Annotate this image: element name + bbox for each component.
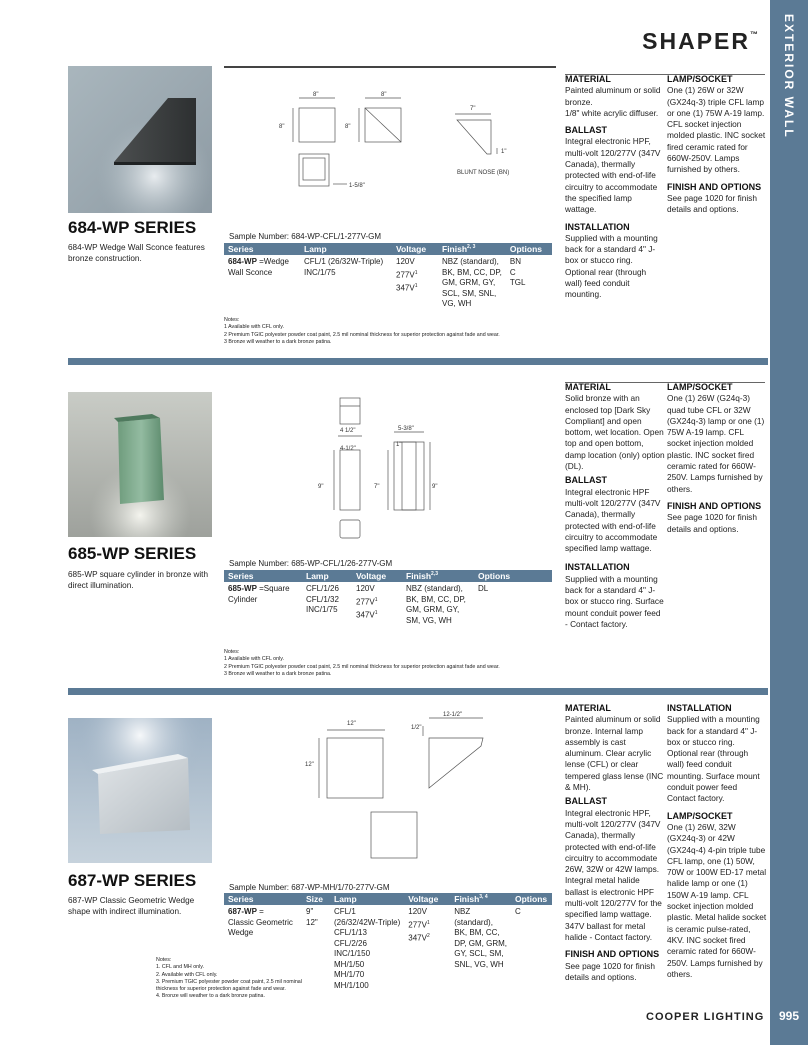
footer-brand: COOPER LIGHTING <box>646 1011 765 1023</box>
series-desc-684: 684-WP Wedge Wall Sconce features bronze construction. <box>68 243 205 263</box>
finish-item: GM, GRM, GY, <box>406 605 460 614</box>
lamp-socket-heading: LAMP/SOCKET <box>667 810 733 821</box>
page-number: 995 <box>778 1009 800 1023</box>
voltage-sup: 1 <box>374 609 378 616</box>
cell-voltage <box>404 905 450 991</box>
note-line: Notes: <box>156 957 172 963</box>
finish-item: NBZ (standard), <box>406 584 463 593</box>
material-heading: MATERIAL <box>565 382 611 392</box>
lamp-item: CFL/2/26 <box>334 938 367 948</box>
sample-number-685: Sample Number: 685-WP-CFL/1/26-277V-GM <box>229 559 393 568</box>
voltage-item: 277V <box>408 920 427 930</box>
dim-684-depth: 7" <box>470 106 476 112</box>
lamp-socket-text: One (1) 26W (G24q-3) quad tube CFL or 32W (GX24q-3) lamp or one (1) 75W A-19 lamp. CFL socket injection molded plastic. INC socket fired ceramic rated for 660W-250V. Lamps furnished by others. <box>667 393 765 494</box>
dimension-drawing-684 <box>275 88 525 198</box>
dim-687-depth: 12-1/2" <box>443 712 463 718</box>
dim-685-h2: 7" <box>374 484 380 490</box>
dim-684-base: 1-5/8" <box>349 183 365 189</box>
trademark: ™ <box>750 30 760 39</box>
voltage-item: 120V <box>408 907 427 916</box>
series-desc-687: 687-WP Classic Geometric Wedge shape with indirect illumination. <box>68 896 195 916</box>
dim-685-depth2: 1" <box>396 442 402 448</box>
sample-number-687: Sample Number: 687-WP-MH/1/70-277V-GM <box>229 883 390 892</box>
lamp-item: INC/1/75 <box>304 267 336 277</box>
dim-684-nose: 1" <box>501 149 507 155</box>
ballast-text: Integral electronic HPF multi-volt 120/277V (347V Canada), thermally protected with end-of-life circuitry to accommodate specified lamp wattage. <box>565 486 661 554</box>
lamp-item: INC/1/75 <box>306 605 338 614</box>
lamp-item: (26/32/42W-Triple) <box>334 917 401 927</box>
col-finish <box>450 893 511 905</box>
col-series: Series <box>224 243 300 255</box>
dim-687-nose: 1/2" <box>411 725 422 731</box>
series-title-684: 684-WP SERIES <box>68 218 197 237</box>
col-finish-label: Finish <box>454 894 480 904</box>
voltage-item: 347V <box>396 283 415 293</box>
sample-number-684: Sample Number: 684-WP-CFL/1-277V-GM <box>229 232 382 241</box>
spec-header-685 <box>224 570 552 582</box>
series-name-line: Wedge <box>228 928 254 937</box>
dimension-drawing-685 <box>310 392 460 542</box>
spec-table-684 <box>224 243 552 310</box>
finish-item: SM, VG, WH <box>406 615 452 625</box>
material-line: Painted aluminum or solid bronze. <box>565 85 661 107</box>
spec-left-684 <box>565 74 665 304</box>
series-name-line2: Cylinder <box>228 594 258 604</box>
finish-item: BK, BM, CC, DP, <box>406 594 466 604</box>
spec-header-687 <box>224 893 552 905</box>
ballast-text: Integral electronic HPF, multi-volt 120/277V (347V Canada), thermally protected with end-of-life circuitry to accommodate the specified lamp wattage. <box>565 136 661 215</box>
note-line: Notes: <box>224 649 240 655</box>
series-code: 685-WP <box>228 584 257 593</box>
material-line: 1/8" white acrylic diffuser. <box>565 107 659 118</box>
col-lamp: Lamp <box>302 570 352 582</box>
cell-finish <box>450 905 511 991</box>
dim-685-h3: 9" <box>432 484 438 490</box>
label-blunt-nose: BLUNT NOSE (BN) <box>457 170 510 176</box>
ballast-heading: BALLAST <box>565 796 607 807</box>
option-item: TGL <box>509 278 526 287</box>
finish-options-heading: FINISH AND OPTIONS <box>667 181 762 192</box>
lamp-item: CFL/1/13 <box>334 928 367 937</box>
finish-item: DP, GM, GRM, <box>454 938 507 948</box>
ballast-text: Integral electronic HPF, multi-volt 120/277V (347V Canada), thermally protected with end-of-life circuitry to accommodate 26W, 32W or 42W lamps. Integral metal halide ballast is electronic HPF multi-volt 120/277V for the specified lamp wattage. 347V ballast for metal halide - Contact factory. <box>565 807 662 942</box>
dim-685-depth: 5-3/8" <box>398 426 414 432</box>
note-line: 3. Premium TGIC polyester powder coat paint, 2.5 mil nominal <box>156 978 302 985</box>
brand-title <box>642 28 760 55</box>
product-photo-684 <box>68 66 212 213</box>
dim-685-width: 4 1/2" <box>340 428 356 434</box>
notes-687 <box>156 957 302 1001</box>
note-line: 3 Bronze will weather to a dark bronze patina. <box>224 338 332 345</box>
product-photo-685 <box>68 392 212 537</box>
note-line: 3 Bronze will weather to a dark bronze patina. <box>224 670 332 677</box>
note-line: 1 Available with CFL only. <box>224 324 284 331</box>
note-line: 1. CFL and MH only. <box>156 964 204 971</box>
size-item: 9" <box>306 907 314 916</box>
col-finish-label: Finish <box>406 571 432 581</box>
lamp-item: CFL/1/26 <box>306 584 339 593</box>
spec-right-685 <box>667 382 767 538</box>
col-finish-label: Finish <box>442 244 468 254</box>
note-line: 2 Premium TGIC polyester powder coat paint, 2.5 mil nominal thickness for superior protection against fade and wear. <box>224 663 500 670</box>
side-bar <box>770 0 808 1045</box>
lamp-item: CFL/1 <box>334 907 356 916</box>
finish-options-text: See page 1020 for finish details and options. <box>565 960 655 982</box>
col-voltage: Voltage <box>392 243 438 255</box>
col-finish-sup: 2,3 <box>431 571 438 578</box>
material-text: Solid bronze with an enclosed top [Dark Sky Compliant] and open bottom, wet location. Open top and open bottom, damp location (only) option (DL). <box>565 393 665 472</box>
voltage-item: 277V <box>356 597 375 607</box>
finish-item: GM, GRM, GY, <box>442 278 496 287</box>
dim-684-w2: 8" <box>381 92 387 98</box>
col-finish-sup: 2, 3 <box>467 244 476 251</box>
finish-item: (standard), <box>454 917 493 927</box>
spec-right-687 <box>667 703 767 983</box>
finish-options-heading: FINISH AND OPTIONS <box>667 500 762 511</box>
cell-finish <box>438 255 506 310</box>
cell-voltage <box>392 255 438 310</box>
voltage-item: 347V <box>408 933 427 943</box>
finish-item: NBZ <box>454 907 471 916</box>
dim-685-width2: 4-1/2" <box>340 446 356 452</box>
option-item: BN <box>509 257 521 266</box>
finish-item: BK, BM, CC, <box>454 928 500 937</box>
voltage-sup: 1 <box>414 269 418 276</box>
option-item: C <box>515 907 521 916</box>
lamp-socket-heading: LAMP/SOCKET <box>667 74 733 84</box>
voltage-item: 120V <box>396 257 415 266</box>
lamp-item: CFL/1 (26/32W-Triple) <box>304 257 384 266</box>
table-row <box>224 255 552 310</box>
lamp-socket-text: One (1) 26W or 32W (GX24q-3) triple CFL lamp or one (1) 75W A-19 lamp. CFL socket injection molded plastic. INC socket fired ceramic rated for 660W-250V. Lamps furnished by others. <box>667 85 766 175</box>
finish-item: GY, SCL, SM, <box>454 949 504 958</box>
installation-heading: INSTALLATION <box>565 221 630 232</box>
spec-header-684 <box>224 243 552 255</box>
dim-684-h1: 8" <box>279 124 285 130</box>
col-options: Options <box>511 893 552 905</box>
series-desc-685: 685-WP square cylinder in bronze with direct illumination. <box>68 570 209 590</box>
voltage-sup: 1 <box>426 919 430 926</box>
material-heading: MATERIAL <box>565 74 611 84</box>
lamp-item: MH/1/70 <box>334 970 365 979</box>
cell-lamp <box>300 255 392 310</box>
note-line: Notes: <box>224 317 240 323</box>
spec-right-684 <box>667 74 767 219</box>
photo-684-illustration <box>68 66 212 213</box>
col-finish <box>438 243 506 255</box>
col-options: Options <box>474 570 552 582</box>
series-code: 684-WP <box>228 257 257 266</box>
product-photo-687 <box>68 718 212 863</box>
cell-options <box>506 255 552 310</box>
option-item: C <box>509 267 516 277</box>
dimension-drawing-687 <box>305 708 495 868</box>
material-text <box>565 85 665 119</box>
cell-series <box>224 582 302 626</box>
col-lamp: Lamp <box>300 243 392 255</box>
finish-options-text: See page 1020 for finish details and options. <box>667 192 757 215</box>
size-item: 12" <box>306 917 318 927</box>
section-tab <box>770 0 808 160</box>
col-finish-sup: 3, 4 <box>479 894 488 901</box>
series-title-687: 687-WP SERIES <box>68 871 197 890</box>
col-finish <box>402 570 474 582</box>
cell-voltage <box>352 582 402 626</box>
series-code: 687-WP <box>228 907 257 916</box>
lamp-item: CFL/1/32 <box>306 594 339 604</box>
lamp-socket-text: One (1) 26W, 32W (GX24q-3) or 42W (GX24q-4) 4-pin triple tube CFL lamp, one (1) 50W, 70W or 100W ED-17 metal halide lamp or one (1) 150W A-19 lamp. CFL socket injection molded plastic. Metal halide socket is ceramic pulse-rated, 4KV. INC socket fired ceramic rated for 660W-250V. Lamps furnished by others. <box>667 821 767 979</box>
note-line: 1 Available with CFL only. <box>224 656 284 663</box>
notes-685 <box>224 649 500 678</box>
series-name: = <box>256 907 264 916</box>
note-line: thickness for superior protection against fade and wear. <box>156 986 286 993</box>
col-options: Options <box>506 243 552 255</box>
ballast-heading: BALLAST <box>565 125 607 136</box>
top-rule-684 <box>224 66 556 68</box>
voltage-item: 277V <box>396 270 415 280</box>
notes-684 <box>224 317 500 346</box>
installation-text: Supplied with a mounting back for a standard 4" J-box or stucco ring. Surface mount conduit power feed - Contact factory. <box>565 573 664 629</box>
finish-item: BK, BM, CC, DP, <box>442 267 502 277</box>
section-separator <box>68 688 768 695</box>
note-line: 2. Available with CFL only. <box>156 971 218 978</box>
col-lamp: Lamp <box>330 893 404 905</box>
finish-item: NBZ (standard), <box>442 257 499 266</box>
cell-lamp <box>302 582 352 626</box>
cell-series <box>224 255 300 310</box>
cell-options <box>474 582 552 626</box>
col-size: Size <box>302 893 330 905</box>
voltage-sup: 2 <box>426 932 430 939</box>
installation-text: Supplied with a mounting back for a standard 4" J-box or stucco ring. Optional rear (through wall) feed conduit mounting. Surface mount conduit power feed Contact factory. <box>667 714 760 804</box>
series-name: =Square <box>256 584 290 593</box>
cell-finish <box>402 582 474 626</box>
note-line: 2 Premium TGIC polyester powder coat paint, 2.5 mil nominal thickness for superior protection against fade and wear. <box>224 331 500 338</box>
finish-options-text: See page 1020 for finish details and options. <box>667 512 757 534</box>
material-heading: MATERIAL <box>565 703 611 713</box>
lamp-socket-heading: LAMP/SOCKET <box>667 382 733 392</box>
dim-684-h2: 8" <box>345 124 351 130</box>
col-series: Series <box>224 570 302 582</box>
voltage-sup: 1 <box>414 282 418 289</box>
section-separator <box>68 358 768 365</box>
col-voltage: Voltage <box>352 570 402 582</box>
voltage-item: 347V <box>356 610 375 620</box>
note-line: 4. Bronze will weather to a dark bronze patina. <box>156 993 265 1000</box>
col-voltage: Voltage <box>404 893 450 905</box>
series-name-line2: Wall Sconce <box>228 267 273 277</box>
option-item: DL <box>478 584 489 593</box>
cell-size <box>302 905 330 991</box>
series-title-685: 685-WP SERIES <box>68 544 197 563</box>
series-name: =Wedge <box>256 257 290 266</box>
voltage-item: 120V <box>356 584 375 593</box>
brand-name: SHAPER <box>642 28 750 54</box>
cell-lamp <box>330 905 404 991</box>
spec-left-687 <box>565 703 665 986</box>
series-name-line: Classic Geometric <box>228 917 293 927</box>
photo-687-illustration <box>68 718 212 863</box>
voltage-sup: 1 <box>374 596 378 603</box>
finish-item: VG, WH <box>442 299 472 308</box>
installation-heading: INSTALLATION <box>667 703 732 713</box>
dim-684-w1: 8" <box>313 92 319 98</box>
installation-heading: INSTALLATION <box>565 562 630 573</box>
section-tab-label: EXTERIOR WALL <box>782 14 796 139</box>
col-series: Series <box>224 893 302 905</box>
dim-687-width: 12" <box>347 721 356 727</box>
spec-table-685 <box>224 570 552 626</box>
finish-item: SNL, VG, WH <box>454 959 504 969</box>
finish-item: SCL, SM, SNL, <box>442 288 497 298</box>
dim-687-height: 12" <box>305 762 314 768</box>
table-row <box>224 582 552 626</box>
installation-text: Supplied with a mounting back for a standard 4" J-box or stucco ring. Optional rear (through wall) feed conduit mounting. <box>565 232 658 300</box>
spec-left-685 <box>565 382 665 633</box>
finish-options-heading: FINISH AND OPTIONS <box>565 949 660 960</box>
lamp-item: MH/1/50 <box>334 959 365 969</box>
lamp-item: INC/1/150 <box>334 949 371 958</box>
dim-685-h1: 9" <box>318 484 324 490</box>
lamp-item: MH/1/100 <box>334 980 369 990</box>
cell-options <box>511 905 552 991</box>
photo-685-illustration <box>68 392 212 537</box>
ballast-heading: BALLAST <box>565 475 607 486</box>
material-text: Painted aluminum or solid bronze. Internal lamp assembly is cast aluminum. Clear acrylic lense (CFL) or clear tempered glass lense (INC & MH). <box>565 714 664 793</box>
